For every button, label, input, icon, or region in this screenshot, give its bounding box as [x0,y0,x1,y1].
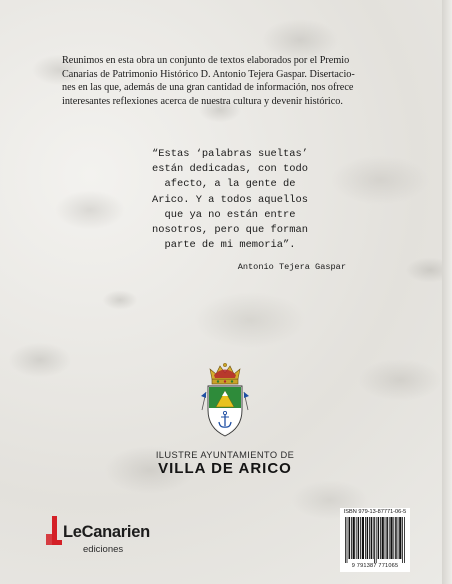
publisher-logo [46,512,176,556]
barcode-digits: 9 791387 771065 [351,563,399,569]
quote-line: afecto, a la gente de [164,178,296,191]
isbn-number: ISBN 979-13-87771-06-5 [343,509,407,515]
quote-line: nosotros, pero que forman [152,224,308,237]
synopsis-line: Canarias de Patrimonio Histórico D. Antonio Tejera Gaspar. Disertacio- [62,68,355,80]
council-name-line1: ILUSTRE AYUNTAMIENTO DE [155,450,295,460]
quote-line: están dedicadas, con todo [152,163,308,176]
synopsis-line: Reunimos en esta obra un conjunto de textos elaborados por el Premio [62,55,350,66]
quote-line: Arico. Y a todos aquellos [152,193,308,206]
quote-line: parte de mi memoria”. [164,239,296,252]
barcode-bars [344,517,406,563]
council-name-line2: VILLA DE ARICO [158,460,292,477]
quote-line: que ya no están entre [164,208,296,221]
publisher-name: LeCanarien [63,523,150,541]
dedication-quote [110,147,350,253]
cover-edge [442,0,452,584]
lecanarien-logo-icon [46,516,62,546]
synopsis-line: nes en las que, además de una gran cantidad de información, nos ofrece [62,82,354,93]
quote-line: “Estas ‘palabras sueltas’ [152,148,308,160]
quote-author: Antonio Tejera Gaspar [237,262,346,272]
synopsis-line: interesantes reflexiones acerca de nuestra cultura y devenir histórico. [62,95,343,107]
isbn-barcode [340,508,410,572]
coat-of-arms-icon [200,362,250,442]
synopsis-paragraph [62,54,402,108]
publisher-subtitle: ediciones [83,544,124,555]
